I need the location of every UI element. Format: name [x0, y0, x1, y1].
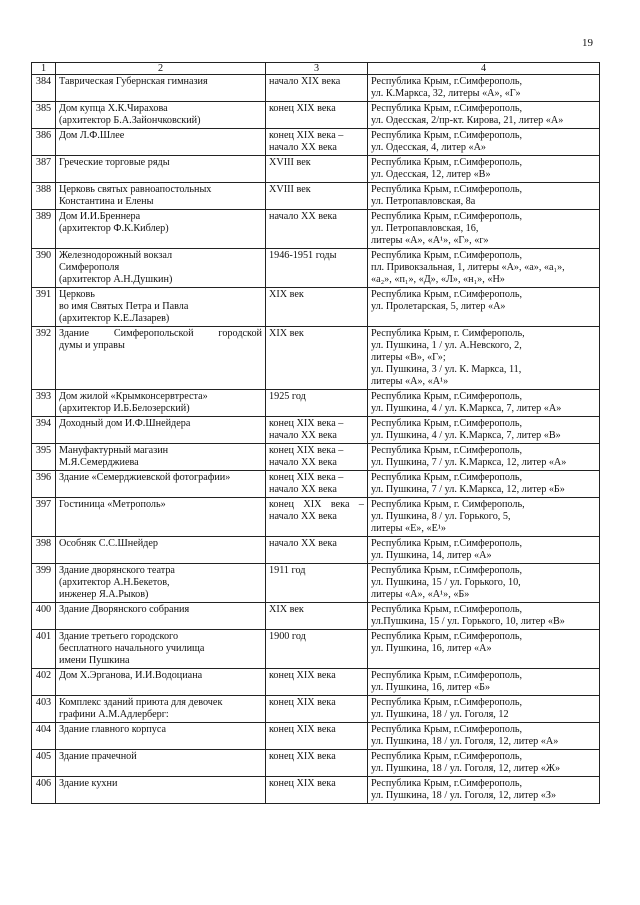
period-cell [266, 696, 368, 723]
object-name-line: (архитектор Ф.К.Киблер) [59, 223, 169, 234]
period-line: XIX век [269, 328, 304, 339]
period-line: начало XX века [269, 211, 337, 222]
address-line: ул. Пушкина, 3 / ул. К. Маркса, 11, [371, 364, 522, 375]
address-line: литеры «Е», «Е¹» [371, 523, 446, 534]
object-name-line: Здание дворянского театра [59, 565, 175, 576]
period-line: конец XIX века – [269, 445, 344, 456]
object-name-line: (архитектор А.Н.Бекетов, [59, 577, 170, 588]
address-line: ул. Пушкина, 18 / ул. Гоголя, 12 [371, 709, 509, 720]
table-row [32, 288, 600, 327]
table-row [32, 156, 600, 183]
address-line: ул. Пролетарская, 5, литер «А» [371, 301, 506, 312]
address-line: Республика Крым, г.Симферополь, [371, 445, 523, 456]
address-line: Республика Крым, г.Симферополь, [371, 751, 523, 762]
period-line: конец XIX века [269, 670, 336, 681]
period-line: 1925 год [269, 391, 306, 402]
object-name-cell [56, 327, 266, 390]
address-cell [368, 777, 600, 804]
object-name-line: (архитектор И.Б.Белозерский) [59, 403, 190, 414]
address-line: Республика Крым, г.Симферополь, [371, 289, 523, 300]
table-body [32, 75, 600, 804]
address-line: ул. Петропавловская, 16, [371, 223, 479, 234]
address-line: Республика Крым, г.Симферополь, [371, 103, 523, 114]
page-number: 19 [582, 37, 593, 49]
table-row [32, 327, 600, 390]
row-number: 392 [32, 327, 56, 390]
table-row [32, 696, 600, 723]
address-cell [368, 630, 600, 669]
object-name-line: Доходный дом И.Ф.Шнейдера [59, 418, 191, 429]
address-cell [368, 564, 600, 603]
address-line: Республика Крым, г.Симферополь, [371, 391, 523, 402]
object-name-line: Симферополя [59, 262, 120, 273]
address-cell [368, 696, 600, 723]
period-line: XVIII век [269, 157, 311, 168]
period-line: начало XIX века [269, 76, 341, 87]
address-line: ул. Одесская, 4, литер «А» [371, 142, 487, 153]
period-cell [266, 129, 368, 156]
table-row [32, 603, 600, 630]
row-number: 389 [32, 210, 56, 249]
period-line: 1911 год [269, 565, 306, 576]
object-name-line: (архитектор А.Н.Душкин) [59, 274, 173, 285]
object-name-cell [56, 75, 266, 102]
period-line: конец XIX века [269, 103, 336, 114]
address-line: Республика Крым, г.Симферополь, [371, 724, 523, 735]
row-number: 396 [32, 471, 56, 498]
period-cell [266, 327, 368, 390]
address-line: ул. К.Маркса, 32, литеры «А», «Г» [371, 88, 521, 99]
object-name-line: Здание главного корпуса [59, 724, 167, 735]
address-line: Республика Крым, г.Симферополь, [371, 565, 523, 576]
period-cell [266, 102, 368, 129]
object-name-cell [56, 156, 266, 183]
column-header-name: 2 [56, 63, 266, 75]
period-cell [266, 471, 368, 498]
period-line: конец XIX века [269, 751, 336, 762]
row-number: 385 [32, 102, 56, 129]
address-line: ул. Одесская, 12, литер «В» [371, 169, 491, 180]
object-name-cell [56, 750, 266, 777]
column-header-number: 1 [32, 63, 56, 75]
address-line: ул. Одесская, 2/пр-кт. Кирова, 21, литер «А» [371, 115, 564, 126]
address-cell [368, 75, 600, 102]
address-cell [368, 183, 600, 210]
object-name-line: бесплатного начального училища [59, 643, 205, 654]
address-line: ул. Пушкина, 15 / ул. Горького, 10, [371, 577, 521, 588]
period-cell [266, 156, 368, 183]
object-name-cell [56, 444, 266, 471]
address-line: литеры «А», «А¹» [371, 376, 449, 387]
address-line: Республика Крым, г.Симферополь, [371, 604, 523, 615]
row-number: 384 [32, 75, 56, 102]
period-cell [266, 777, 368, 804]
table-row [32, 390, 600, 417]
table-row [32, 471, 600, 498]
table-row [32, 564, 600, 603]
period-cell [266, 75, 368, 102]
address-line: ул. Пушкина, 18 / ул. Гоголя, 12, литер «А» [371, 736, 559, 747]
address-line: Республика Крым, г.Симферополь, [371, 538, 523, 549]
period-line: начало XX века [269, 511, 337, 522]
address-line: ул. Пушкина, 4 / ул. К.Маркса, 7, литер «А» [371, 403, 562, 414]
address-cell [368, 156, 600, 183]
object-name-line: Здание прачечной [59, 751, 137, 762]
period-cell [266, 723, 368, 750]
address-line: ул. Пушкина, 4 / ул. К.Маркса, 7, литер «В» [371, 430, 561, 441]
address-line: Республика Крым, г.Симферополь, [371, 631, 523, 642]
object-name-line: думы и управы [59, 340, 125, 351]
column-header-period: 3 [266, 63, 368, 75]
address-line: Республика Крым, г. Симферополь, [371, 328, 525, 339]
period-line: конец XIX века [269, 724, 336, 735]
address-cell [368, 417, 600, 444]
address-line: ул.Пушкина, 15 / ул. Горького, 10, литер «В» [371, 616, 565, 627]
address-line: литеры «А», «А¹», «Г», «г» [371, 235, 489, 246]
address-line: ул. Пушкина, 16, литер «А» [371, 643, 492, 654]
object-name-line: Железнодорожный вокзал [59, 250, 173, 261]
object-name-line: М.Я.Семерджиева [59, 457, 139, 468]
address-line: Республика Крым, г.Симферополь, [371, 778, 523, 789]
object-name-line: Церковь святых равноапостольных [59, 184, 212, 195]
period-line: начало XX века [269, 430, 337, 441]
period-cell [266, 750, 368, 777]
object-name-cell [56, 669, 266, 696]
period-cell [266, 210, 368, 249]
period-line: XIX век [269, 289, 304, 300]
row-number: 404 [32, 723, 56, 750]
address-line: Республика Крым, г. Симферополь, [371, 499, 525, 510]
table-row [32, 417, 600, 444]
object-name-line: (архитектор Б.А.Зайончковский) [59, 115, 201, 126]
object-name-line: инженер Я.А.Рыков) [59, 589, 149, 600]
row-number: 390 [32, 249, 56, 288]
object-name-line: (архитектор К.Е.Лазарев) [59, 313, 170, 324]
address-cell [368, 603, 600, 630]
row-number: 393 [32, 390, 56, 417]
row-number: 403 [32, 696, 56, 723]
object-name-line: имени Пушкина [59, 655, 130, 666]
period-cell [266, 417, 368, 444]
object-name-line: во имя Святых Петра и Павла [59, 301, 189, 312]
period-line: начало XX века [269, 142, 337, 153]
object-name-cell [56, 249, 266, 288]
row-number: 402 [32, 669, 56, 696]
object-name-cell [56, 777, 266, 804]
object-name-line: Дом купца Х.К.Чирахова [59, 103, 168, 114]
period-cell [266, 603, 368, 630]
object-name-line: Таврическая Губернская гимназия [59, 76, 208, 87]
address-cell [368, 129, 600, 156]
period-cell [266, 630, 368, 669]
period-line: 1900 год [269, 631, 306, 642]
address-line: «а₂», «п₁», «Д», «Л», «н₁», «Н» [371, 274, 505, 285]
address-cell [368, 471, 600, 498]
table-row [32, 498, 600, 537]
period-line: конец XIX века – [269, 472, 344, 483]
address-line: Республика Крым, г.Симферополь, [371, 472, 523, 483]
object-name-line: Гостиница «Метрополь» [59, 499, 166, 510]
address-line: ул. Пушкина, 1 / ул. А.Невского, 2, [371, 340, 522, 351]
row-number: 398 [32, 537, 56, 564]
row-number: 395 [32, 444, 56, 471]
object-name-cell [56, 210, 266, 249]
address-line: Республика Крым, г.Симферополь, [371, 130, 523, 141]
object-name-cell [56, 183, 266, 210]
address-line: литеры «В», «Г»; [371, 352, 446, 363]
address-cell [368, 327, 600, 390]
address-cell [368, 498, 600, 537]
table-row [32, 183, 600, 210]
period-cell [266, 288, 368, 327]
object-name-line: Дом Х.Эрганова, И.И.Водоциана [59, 670, 203, 681]
period-cell [266, 183, 368, 210]
period-cell [266, 390, 368, 417]
object-name-line: графини А.М.Адлерберг: [59, 709, 169, 720]
address-cell [368, 390, 600, 417]
object-name-line: Здание третьего городского [59, 631, 179, 642]
object-name-line: Комплекс зданий приюта для девочек [59, 697, 223, 708]
period-cell [266, 249, 368, 288]
object-name-line: Мануфактурный магазин [59, 445, 169, 456]
period-cell [266, 564, 368, 603]
column-header-address: 4 [368, 63, 600, 75]
object-name-cell [56, 603, 266, 630]
period-cell [266, 537, 368, 564]
address-line: ул. Петропавловская, 8а [371, 196, 476, 207]
object-name-cell [56, 630, 266, 669]
table-row [32, 75, 600, 102]
period-cell [266, 669, 368, 696]
address-line: Республика Крым, г.Симферополь, [371, 184, 523, 195]
table-row [32, 630, 600, 669]
table-row [32, 444, 600, 471]
address-line: Республика Крым, г.Симферополь, [371, 670, 523, 681]
address-line: Республика Крым, г.Симферополь, [371, 250, 523, 261]
row-number: 397 [32, 498, 56, 537]
object-name-line: Дом Л.Ф.Шлее [59, 130, 125, 141]
address-cell [368, 669, 600, 696]
object-name-cell [56, 537, 266, 564]
address-line: Республика Крым, г.Симферополь, [371, 211, 523, 222]
row-number: 387 [32, 156, 56, 183]
address-line: ул. Пушкина, 18 / ул. Гоголя, 12, литер «З» [371, 790, 557, 801]
address-line: ул. Пушкина, 18 / ул. Гоголя, 12, литер «Ж» [371, 763, 561, 774]
address-cell [368, 210, 600, 249]
address-line: ул. Пушкина, 7 / ул. К.Маркса, 12, литер «Б» [371, 484, 565, 495]
object-name-line: Константина и Елены [59, 196, 154, 207]
address-line: пл. Привокзальная, 1, литеры «А», «а», «а₁», [371, 262, 565, 273]
address-cell [368, 537, 600, 564]
address-cell [368, 723, 600, 750]
object-name-cell [56, 129, 266, 156]
table-row [32, 129, 600, 156]
object-name-line: Дом И.И.Бреннера [59, 211, 141, 222]
row-number: 394 [32, 417, 56, 444]
period-line: конец XIX века [269, 778, 336, 789]
object-name-line: Здание «Семерджиевской фотографии» [59, 472, 231, 483]
period-line: начало XX века [269, 484, 337, 495]
object-name-line: Здание кухни [59, 778, 118, 789]
table-row [32, 669, 600, 696]
address-line: Республика Крым, г.Симферополь, [371, 157, 523, 168]
period-cell [266, 498, 368, 537]
period-line: XIX век [269, 604, 304, 615]
object-name-line: Дом жилой «Крымконсервтреста» [59, 391, 208, 402]
object-name-line: Греческие торговые ряды [59, 157, 170, 168]
address-line: Республика Крым, г.Симферополь, [371, 76, 523, 87]
period-line: начало XX века [269, 457, 337, 468]
table-row [32, 249, 600, 288]
address-line: ул. Пушкина, 14, литер «А» [371, 550, 492, 561]
object-name-line: Особняк С.С.Шнейдер [59, 538, 158, 549]
object-name-cell [56, 417, 266, 444]
object-name-line: Здание Дворянского собрания [59, 604, 190, 615]
header-row [32, 63, 600, 75]
period-line: начало XX века [269, 538, 337, 549]
object-name-line: Здание Симферопольской городской [59, 328, 262, 339]
row-number: 388 [32, 183, 56, 210]
period-line: конец XIX века – [269, 130, 344, 141]
row-number: 406 [32, 777, 56, 804]
period-line: конец XIX века – [269, 418, 344, 429]
object-name-cell [56, 390, 266, 417]
row-number: 401 [32, 630, 56, 669]
table-row [32, 537, 600, 564]
table-row [32, 777, 600, 804]
row-number: 405 [32, 750, 56, 777]
address-line: Республика Крым, г.Симферополь, [371, 418, 523, 429]
object-name-cell [56, 564, 266, 603]
table-row [32, 102, 600, 129]
object-name-cell [56, 723, 266, 750]
address-line: литеры «А», «А¹», «Б» [371, 589, 470, 600]
object-name-cell [56, 471, 266, 498]
address-line: ул. Пушкина, 8 / ул. Горького, 5, [371, 511, 511, 522]
row-number: 399 [32, 564, 56, 603]
table-row [32, 723, 600, 750]
row-number: 386 [32, 129, 56, 156]
object-name-cell [56, 696, 266, 723]
period-line: 1946-1951 годы [269, 250, 337, 261]
object-name-cell [56, 498, 266, 537]
table-row [32, 750, 600, 777]
address-cell [368, 288, 600, 327]
address-line: ул. Пушкина, 16, литер «Б» [371, 682, 491, 693]
address-cell [368, 102, 600, 129]
row-number: 391 [32, 288, 56, 327]
period-line: конец XIX века [269, 697, 336, 708]
table-row [32, 210, 600, 249]
address-line: ул. Пушкина, 7 / ул. К.Маркса, 12, литер «А» [371, 457, 567, 468]
address-line: Республика Крым, г.Симферополь, [371, 697, 523, 708]
address-cell [368, 750, 600, 777]
object-name-line: Церковь [59, 289, 95, 300]
heritage-objects-table [31, 62, 600, 804]
period-cell [266, 444, 368, 471]
period-line: XVIII век [269, 184, 311, 195]
object-name-cell [56, 102, 266, 129]
address-cell [368, 249, 600, 288]
period-line: конец XIX века – [269, 499, 364, 510]
row-number: 400 [32, 603, 56, 630]
object-name-cell [56, 288, 266, 327]
address-cell [368, 444, 600, 471]
